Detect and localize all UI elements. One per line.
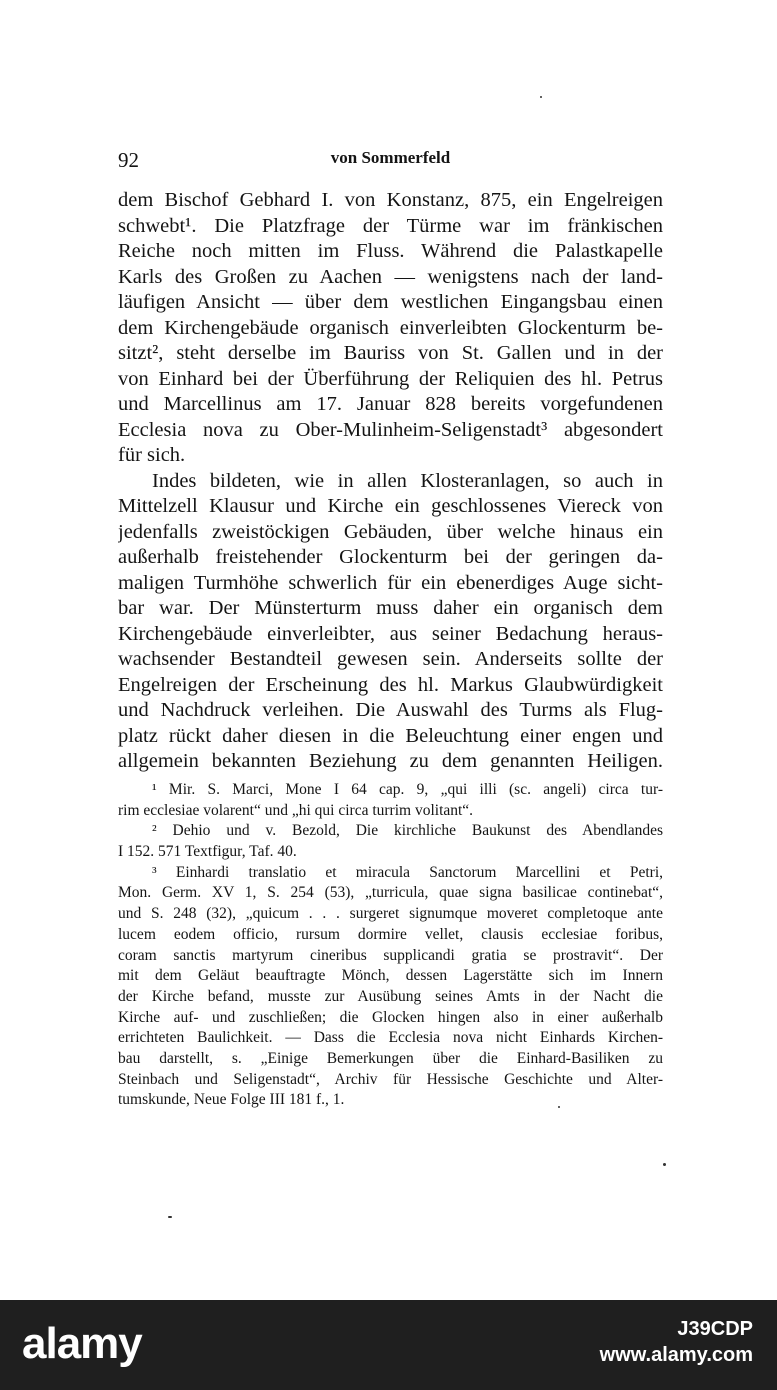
body-line: dem Kirchengebäude organisch einverleibten Glockenturm be- bbox=[118, 316, 663, 339]
body-line: bar war. Der Münsterturm muss daher ein organisch dem bbox=[118, 597, 663, 619]
running-head bbox=[118, 148, 663, 176]
scan-speck bbox=[168, 1216, 172, 1218]
body-line: jedenfalls zweistöckigen Gebäuden, über welche hinaus ein bbox=[118, 520, 663, 543]
footnotes bbox=[118, 780, 663, 1111]
scan-speck bbox=[663, 1163, 666, 1166]
footnote-line: ² Dehio und v. Bezold, Die kirchliche Baukunst des Abendlandes bbox=[152, 822, 663, 840]
body-line: von Einhard bei der Überführung der Reliquien des hl. Petrus bbox=[118, 367, 663, 390]
footnote-line: errichteten Baulichkeit. — Dass die Ecclesia nova nicht Einhards Kirchen- bbox=[118, 1029, 663, 1047]
running-title: von Sommerfeld bbox=[330, 148, 451, 167]
body-line: außerhalb freistehender Glockenturm bei der geringen da- bbox=[118, 546, 663, 568]
footnote-line: Steinbach und Seligenstadt“, Archiv für Hessische Geschichte und Alter- bbox=[118, 1070, 663, 1088]
footnote-line: Kirche auf- und zuschließen; die Glocken hingen also in einer außerhalb bbox=[118, 1008, 663, 1026]
footnote-line: bau darstellt, s. „Einige Bemerkungen über die Einhard-Basiliken zu bbox=[118, 1049, 663, 1067]
footnote-line: rim ecclesiae volarent“ und „hi qui circa turrim volitant“. bbox=[118, 801, 474, 819]
body-line: läufigen Ansicht — über dem westlichen Eingangsbau einen bbox=[118, 291, 663, 313]
footnote-line: ¹ Mir. S. Marci, Mone I 64 cap. 9, „qui illi (sc. angeli) circa tur- bbox=[152, 781, 663, 798]
footnote-line: und S. 248 (32), „quicum . . . surgeret signumque moveret completoque ante bbox=[118, 905, 663, 923]
scan-speck bbox=[540, 96, 542, 98]
body-line: schwebt¹. Die Platzfrage der Türme war im fränkischen bbox=[118, 214, 663, 237]
footnote-line: der Kirche befand, musste zur Ausübung seines Amts in der Nacht die bbox=[118, 987, 663, 1005]
footnote-line: mit dem Geläut beauftragte Mönch, dessen Lagerstätte sich im Innern bbox=[118, 967, 663, 985]
body-line: Kirchengebäude einverleibter, aus seiner Bedachung heraus- bbox=[118, 622, 663, 645]
body-line: Reiche noch mitten im Fluss. Während die Palastkapelle bbox=[118, 240, 663, 262]
body-line: wachsender Bestandteil gewesen sein. Anderseits sollte der bbox=[118, 648, 663, 670]
body-text bbox=[118, 188, 663, 775]
body-line: sitzt², steht derselbe im Bauriss von St. Gallen und in der bbox=[118, 342, 663, 364]
body-line: Indes bildeten, wie in allen Klosteranlagen, so auch in bbox=[152, 469, 663, 492]
watermark-banner bbox=[0, 1300, 777, 1390]
body-line: und Nachdruck verleihen. Die Auswahl des Turms als Flug- bbox=[118, 699, 663, 721]
site-url: www.alamy.com bbox=[599, 1344, 753, 1366]
body-line: Ecclesia nova zu Ober-Mulinheim-Seligenstadt³ abgesondert bbox=[118, 418, 663, 441]
footnote-line: Mon. Germ. XV 1, S. 254 (53), „turricula, quae signa basilicae continebat“, bbox=[118, 884, 663, 902]
page-number: 92 bbox=[118, 148, 139, 172]
body-line: dem Bischof Gebhard I. von Konstanz, 875, ein Engelreigen bbox=[118, 189, 663, 211]
body-line: für sich. bbox=[118, 444, 186, 466]
footnote-line: lucem eodem officio, rursum dormire vellet, clausis ecclesiae foribus, bbox=[118, 925, 663, 943]
footnote-line: ³ Einhardi translatio et miracula Sanctorum Marcellini et Petri, bbox=[152, 863, 663, 881]
body-line: maligen Turmhöhe schwerlich für ein ebenerdiges Auge sicht- bbox=[118, 571, 663, 594]
body-line: platz rückt daher diesen in die Beleuchtung einer engen und bbox=[118, 724, 663, 747]
alamy-logo: alamy bbox=[22, 1319, 142, 1368]
scan-speck bbox=[558, 1106, 560, 1108]
footnote-line: coram sanctis martyrum cineribus supplicandi gratia se prostravit“. Der bbox=[118, 946, 663, 964]
footnote-line: I 152. 571 Textfigur, Taf. 40. bbox=[118, 843, 297, 861]
body-line: Karls des Großen zu Aachen — wenigstens nach der land- bbox=[118, 265, 663, 288]
body-line: Mittelzell Klausur und Kirche ein geschlossenes Viereck von bbox=[118, 495, 663, 517]
body-line: und Marcellinus am 17. Januar 828 bereits vorgefundenen bbox=[118, 393, 663, 415]
body-line: allgemein bekannten Beziehung zu dem genannten Heiligen. bbox=[118, 750, 663, 772]
body-line: Engelreigen der Erscheinung des hl. Markus Glaubwürdigkeit bbox=[118, 673, 663, 696]
image-id: J39CDP bbox=[677, 1318, 753, 1340]
footnote-line: tumskunde, Neue Folge III 181 f., 1. bbox=[118, 1091, 345, 1109]
